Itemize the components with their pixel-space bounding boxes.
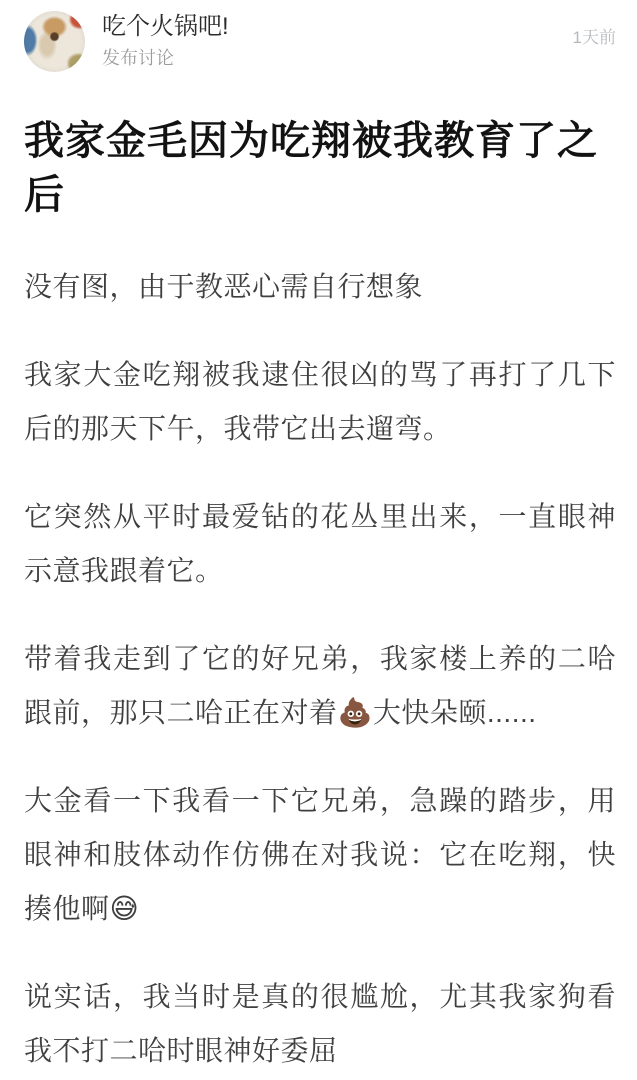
user-info <box>102 12 573 70</box>
post-paragraph: 说实话，我当时是真的很尴尬，尤其我家狗看我不打二哈时眼神好委屈 <box>24 981 616 1066</box>
post-title: 我家金毛因为吃翔被我教育了之后 <box>24 119 598 217</box>
post-type-label: 发布讨论 <box>102 48 174 68</box>
post-header <box>24 10 616 72</box>
username[interactable]: 吃个火锅吧! <box>102 13 229 40</box>
post-paragraph: 它突然从平时最爱钻的花丛里出来，一直眼神示意我跟着它。 <box>24 501 616 586</box>
post-paragraph: 我家大金吃翔被我逮住很凶的骂了再打了几下后的那天下午，我带它出去遛弯。 <box>24 359 616 444</box>
user-avatar[interactable] <box>24 11 85 72</box>
post-paragraph: 没有图，由于教恶心需自行想象 <box>24 271 424 302</box>
timestamp: 1天前 <box>572 28 616 47</box>
post-paragraph: 大金看一下我看一下它兄弟，急躁的踏步，用眼神和肢体动作仿佛在对我说：它在吃翔，快揍他啊😅 <box>24 785 616 924</box>
post-paragraph: 带着我走到了它的好兄弟，我家楼上养的二哈跟前，那只二哈正在对着💩大快朵颐...... <box>24 643 616 728</box>
